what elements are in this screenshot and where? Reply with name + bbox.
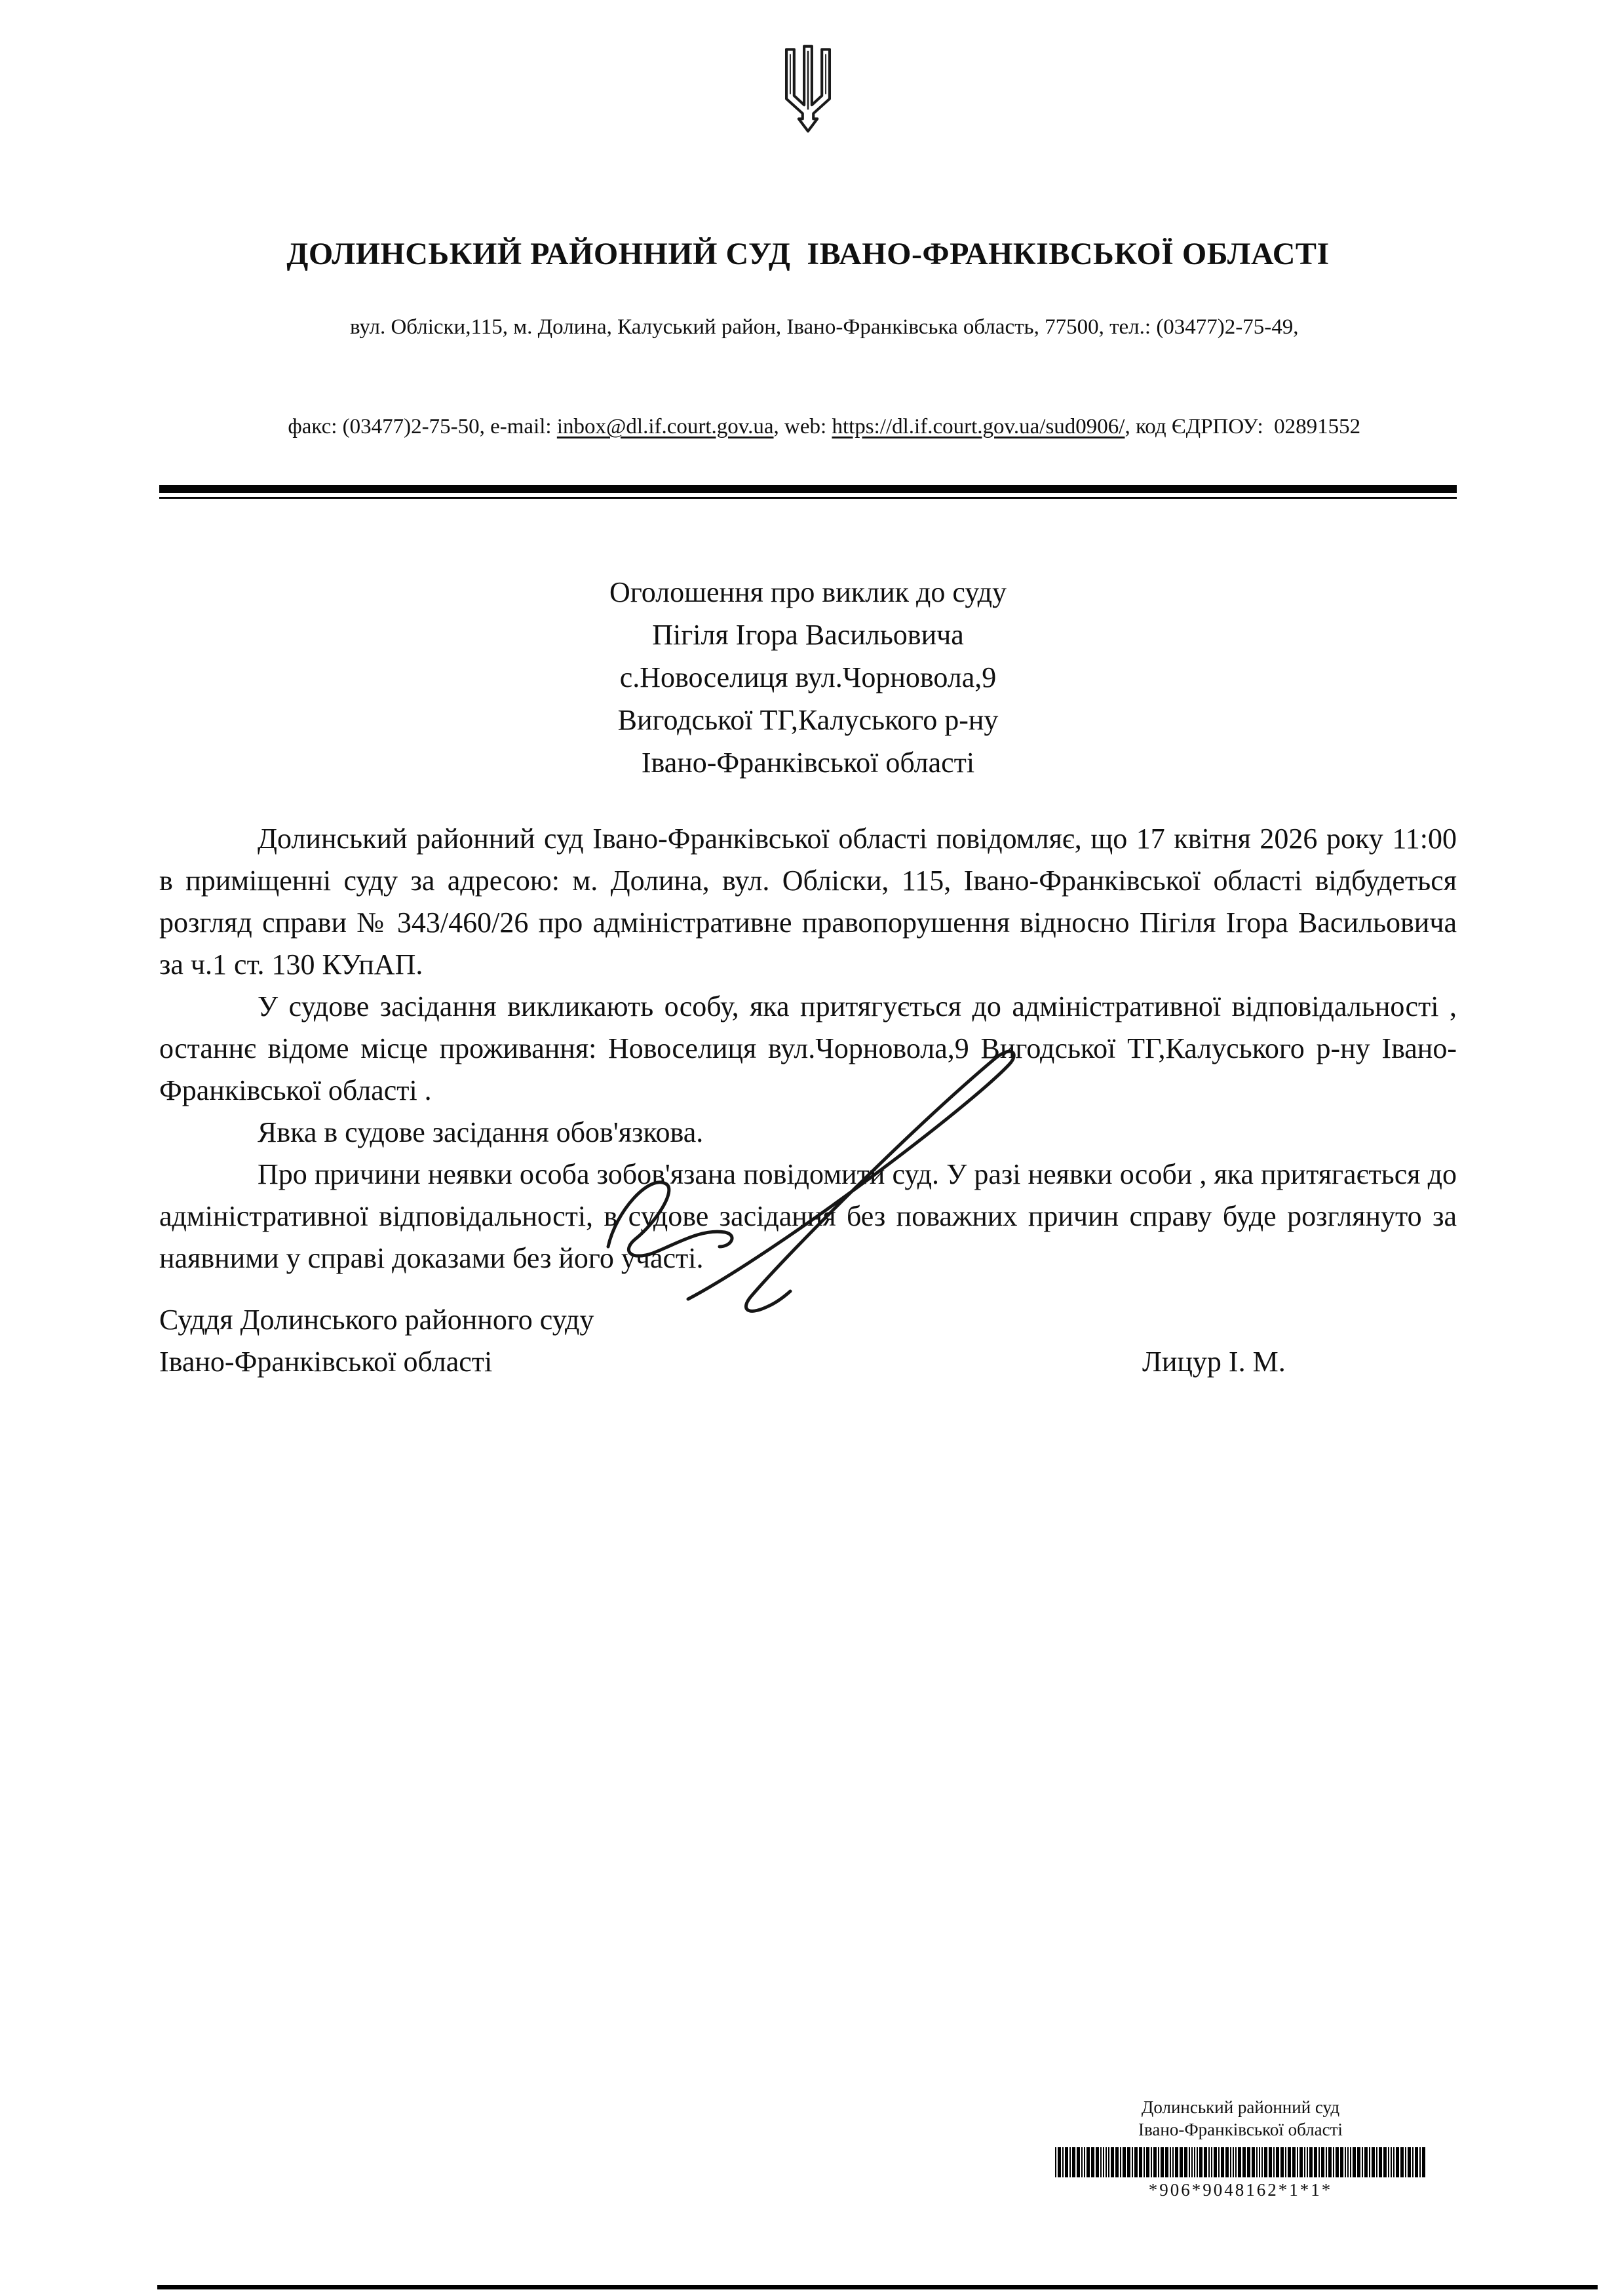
announcement-title: Оголошення про виклик до суду [609, 576, 1007, 608]
footer-registration-block [1041, 2096, 1440, 2201]
web-link[interactable]: https://dl.if.court.gov.ua/sud0906/ [832, 415, 1125, 438]
recipient-street: с.Новоселиця вул.Чорновола,9 [619, 661, 997, 693]
emblem-wrap [0, 0, 1616, 147]
page-content [0, 236, 1616, 1391]
footer-court-line1: Долинський районний суд [1141, 2097, 1340, 2117]
paragraph-attendance-mandatory: Явка в судове засідання обов'язкова. [258, 1116, 704, 1148]
header-divider-thin [159, 497, 1457, 499]
email-link[interactable]: inbox@dl.if.court.gov.ua [556, 415, 774, 438]
paragraph-hearing-notice: Долинський районний суд Івано-Франківської області повідомляє, що 17 квітня 2026 року 11:00 в приміщенні суду за адресою: м. Долина, вул. Обліски, 115, Івано-Франківської області відбудеться розгляд справи № 343/460/26 про адміністративне правопорушення відносно Пігіля Ігора Васильовича за ч.1 ст. 130 КУпАП. [159, 823, 1457, 981]
barcode [1041, 2147, 1440, 2177]
court-address-line [159, 282, 1457, 372]
recipient-district: Вигодської ТГ,Калуського р-ну [617, 704, 999, 736]
ukraine-trident-icon [773, 135, 843, 146]
paragraph-absence-consequences: Про причини неявки особа зобов'язана повідомити суд. У разі неявки особи , яка притягається до адміністративної відповідальності, в судове засідання без поважних причин справу буде розглянуто за наявними у справі доказами без його участі. [159, 1158, 1457, 1274]
address-text: вул. Обліски,115, м. Долина, Калуський район, Івано-Франківська область, 77500, тел.: (03477)2-75-49, [349, 315, 1299, 339]
recipient-block [159, 571, 1457, 784]
judge-name: Лицур І. М. [1142, 1346, 1286, 1378]
barcode-text: *906*9048162*1*1* [1148, 2180, 1333, 2200]
header-divider-thick [159, 485, 1457, 493]
recipient-region: Івано-Франківської області [641, 747, 975, 779]
contact-suffix: , код ЄДРПОУ: 02891552 [1125, 415, 1361, 438]
court-name-title: ДОЛИНСЬКИЙ РАЙОННИЙ СУД ІВАНО-ФРАНКІВСЬКОЇ ОБЛАСТІ [286, 237, 1330, 271]
body-text [159, 818, 1457, 1279]
contact-mid: , web: [773, 415, 832, 438]
signature-block [159, 1299, 1457, 1391]
recipient-name: Пігіля Ігора Васильовича [652, 619, 964, 651]
judge-title-line2: Івано-Франківської області [159, 1346, 493, 1378]
judge-title-line1: Суддя Долинського районного суду [159, 1304, 594, 1336]
contact-prefix: факс: (03477)2-75-50, e-mail: [288, 415, 557, 438]
paragraph-summoned-person: У судове засідання викликають особу, яка притягується до адміністративної відповідальності , останнє відоме місце проживання: Новоселиця вул.Чорновола,9 Вигодської ТГ,Калуського р-ну Івано-Франківської області . [159, 990, 1457, 1106]
footer-court-line2: Івано-Франківської області [1138, 2120, 1343, 2139]
court-contact-line [159, 381, 1457, 472]
scan-artifact-line [157, 2285, 1598, 2289]
